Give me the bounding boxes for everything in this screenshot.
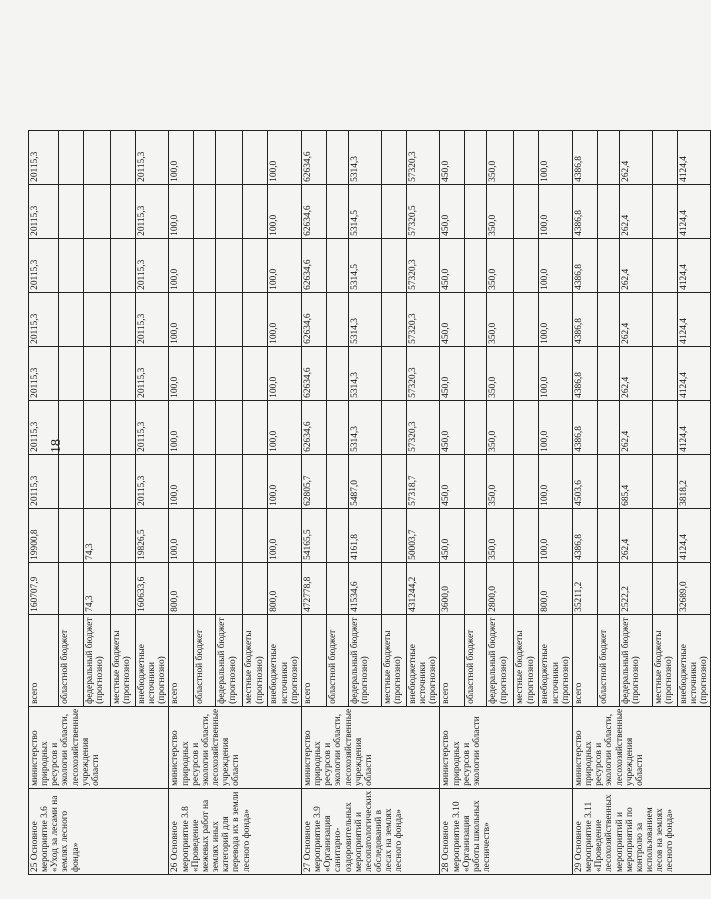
funding-year-value: 20115,3 [29,400,59,454]
funding-year-value [216,454,243,508]
funding-year-value: 262,4 [619,346,652,400]
funding-year-value: 350,0 [487,400,514,454]
funding-year-value [59,454,84,508]
funding-year-value: 100,0 [539,184,572,238]
table-row [440,130,465,874]
funding-year-value [652,184,677,238]
measure-name: Основное мероприятие 3.9 «Организация санитарно-оздоровительных мероприятий и лесопатологических обследований в лесах на землях лесного фонда» [302,790,405,872]
funding-year-value: 57318,7 [406,454,439,508]
funding-year-value: 100,0 [268,346,301,400]
funding-year-value: 262,4 [619,130,652,184]
measure-name: Основное мероприятие 3.6 «Уход за лесами на землях лесного фонда» [30,795,81,872]
funding-year-value [597,184,619,238]
funding-source-label: всего [440,614,465,706]
funding-year-value [597,400,619,454]
funding-year-value: 62634,6 [301,400,326,454]
row-number: 26 [170,862,181,872]
funding-year-value [326,238,348,292]
funding-source-label: областной бюджет [59,614,84,706]
funding-year-value: 4386,8 [572,400,597,454]
funding-year-value [243,346,268,400]
funding-year-value: 3818,2 [677,454,710,508]
funding-year-value [216,346,243,400]
funding-year-value: 100,0 [268,292,301,346]
funding-year-value [59,292,84,346]
funding-source-label: внебюджетные источники (прогнозно) [677,614,710,706]
measure-name-cell [29,788,169,874]
funding-total: 431244,2 [406,562,439,614]
funding-year-value [652,238,677,292]
funding-year-value [597,346,619,400]
funding-total: 41534,6 [348,562,381,614]
funding-year-value: 100,0 [169,454,194,508]
funding-year-value: 450,0 [440,346,465,400]
funding-year-value [597,292,619,346]
funding-year-value [381,184,406,238]
funding-year-value [326,454,348,508]
funding-total [194,562,216,614]
funding-year-value: 100,0 [268,508,301,562]
funding-year-value [59,346,84,400]
measure-name-cell [440,788,572,874]
funding-total [243,562,268,614]
funding-table [28,130,711,875]
funding-year-value: 57320,3 [406,238,439,292]
funding-year-value [465,238,487,292]
funding-year-value: 100,0 [268,238,301,292]
funding-year-value [514,508,539,562]
funding-year-value [597,238,619,292]
funding-source-label: всего [29,614,59,706]
funding-year-value: 5314,3 [348,130,381,184]
funding-year-value: 4124,4 [677,292,710,346]
funding-year-value: 4386,8 [572,130,597,184]
funding-year-value: 4124,4 [677,400,710,454]
funding-total: 800,0 [169,562,194,614]
funding-total [59,562,84,614]
funding-year-value: 262,4 [619,400,652,454]
funding-year-value [84,292,111,346]
funding-year-value [84,400,111,454]
funding-year-value [84,346,111,400]
funding-total: 800,0 [268,562,301,614]
executor-cell: министерство природных ресурсов и экологии области, лесохозяйственные учреждения области [29,706,169,788]
funding-year-value: 5314,3 [348,346,381,400]
row-number: 25 [30,862,40,872]
funding-year-value [243,454,268,508]
funding-source-label: местные бюджеты (прогнозно) [243,614,268,706]
funding-year-value [84,184,111,238]
funding-year-value: 100,0 [539,238,572,292]
funding-year-value: 100,0 [169,508,194,562]
funding-year-value: 20115,3 [136,400,169,454]
funding-year-value: 19826,5 [136,508,169,562]
funding-total: 2800,0 [487,562,514,614]
funding-year-value [381,454,406,508]
funding-year-value [514,130,539,184]
funding-year-value [59,400,84,454]
funding-year-value: 20115,3 [29,130,59,184]
funding-year-value: 20115,3 [136,184,169,238]
funding-source-label: местные бюджеты (прогнозно) [381,614,406,706]
funding-year-value: 450,0 [440,292,465,346]
funding-year-value: 450,0 [440,454,465,508]
funding-year-value: 100,0 [268,454,301,508]
funding-year-value [59,238,84,292]
funding-year-value: 100,0 [539,346,572,400]
funding-year-value: 20115,3 [29,238,59,292]
funding-year-value [381,508,406,562]
funding-year-value [652,292,677,346]
funding-year-value: 57320,3 [406,346,439,400]
funding-source-label: федеральный бюджет (прогнозно) [348,614,381,706]
funding-year-value [326,184,348,238]
funding-year-value [59,130,84,184]
funding-total [514,562,539,614]
funding-year-value: 350,0 [487,346,514,400]
funding-source-label: внебюджетные источники (прогнозно) [268,614,301,706]
funding-year-value: 57320,3 [406,400,439,454]
funding-year-value: 100,0 [169,184,194,238]
measure-name: Основное мероприятие 3.8 «Проведение межевых работ на землях иных категорий для перевода их в земли лесного фонда» [170,791,252,872]
funding-year-value [597,508,619,562]
funding-year-value [194,130,216,184]
funding-year-value: 100,0 [169,130,194,184]
measure-name: Основное мероприятие 3.10 «Организация работы школьных лесничеств» [441,800,493,872]
funding-year-value [381,292,406,346]
funding-year-value: 4124,4 [677,130,710,184]
funding-year-value [381,238,406,292]
funding-year-value: 262,4 [619,508,652,562]
funding-year-value: 4124,4 [677,184,710,238]
funding-year-value [84,130,111,184]
funding-year-value: 4386,8 [572,238,597,292]
row-number: 29 [573,862,584,872]
funding-year-value [194,184,216,238]
funding-year-value [465,400,487,454]
funding-year-value [597,130,619,184]
funding-year-value [652,454,677,508]
funding-year-value: 5314,3 [348,400,381,454]
funding-year-value [111,292,136,346]
funding-source-label: всего [572,614,597,706]
funding-year-value [111,238,136,292]
funding-year-value: 57320,3 [406,292,439,346]
funding-year-value [514,346,539,400]
funding-year-value [194,508,216,562]
funding-year-value [243,184,268,238]
funding-year-value: 4386,8 [572,346,597,400]
funding-year-value: 4386,8 [572,292,597,346]
funding-year-value: 262,4 [619,184,652,238]
funding-total [216,562,243,614]
funding-year-value [597,454,619,508]
funding-year-value [652,400,677,454]
funding-year-value: 62805,7 [301,454,326,508]
measure-name-cell [169,788,301,874]
funding-year-value [465,184,487,238]
funding-source-label: всего [169,614,194,706]
funding-year-value [194,400,216,454]
funding-year-value [59,184,84,238]
funding-year-value [465,346,487,400]
funding-total: 160633,6 [136,562,169,614]
executor-cell: министерство природных ресурсов и экологии области, лесохозяйственные учреждения области [572,706,710,788]
funding-year-value: 350,0 [487,184,514,238]
funding-source-label: внебюджетные источники (прогнозно) [406,614,439,706]
table-row [572,130,597,874]
funding-year-value: 74,3 [84,508,111,562]
funding-year-value [243,400,268,454]
funding-year-value [652,130,677,184]
funding-year-value: 450,0 [440,238,465,292]
funding-year-value: 20115,3 [136,292,169,346]
funding-year-value: 262,4 [619,292,652,346]
funding-year-value: 5487,0 [348,454,381,508]
table-row [169,130,194,874]
funding-total [381,562,406,614]
funding-source-label: федеральный бюджет (прогнозно) [216,614,243,706]
funding-year-value: 100,0 [268,400,301,454]
funding-year-value: 20115,3 [136,346,169,400]
funding-year-value [326,346,348,400]
funding-year-value: 20115,3 [29,454,59,508]
funding-total [111,562,136,614]
funding-year-value: 54165,5 [301,508,326,562]
row-number: 27 [302,862,313,872]
funding-year-value: 100,0 [169,346,194,400]
executor-cell: министерство природных ресурсов и экологии области [440,706,572,788]
funding-year-value [194,292,216,346]
funding-year-value [514,184,539,238]
funding-year-value [514,238,539,292]
funding-year-value [381,346,406,400]
funding-year-value [216,508,243,562]
funding-year-value: 20115,3 [136,238,169,292]
funding-year-value: 20115,3 [136,454,169,508]
funding-year-value [514,400,539,454]
funding-year-value [514,292,539,346]
funding-year-value: 62634,6 [301,184,326,238]
funding-year-value: 62634,6 [301,130,326,184]
funding-year-value: 350,0 [487,292,514,346]
funding-total: 2522,2 [619,562,652,614]
funding-year-value [111,508,136,562]
funding-year-value [381,130,406,184]
funding-year-value [465,454,487,508]
funding-year-value [194,238,216,292]
funding-total: 472778,8 [301,562,326,614]
funding-year-value: 450,0 [440,130,465,184]
funding-year-value [216,292,243,346]
funding-year-value [243,238,268,292]
funding-year-value [465,292,487,346]
funding-source-label: местные бюджеты (прогнозно) [111,614,136,706]
funding-total: 35211,2 [572,562,597,614]
funding-year-value [465,130,487,184]
funding-year-value [111,346,136,400]
funding-year-value [111,454,136,508]
executor-cell: министерство природных ресурсов и экологии области, лесохозяйственные учреждения области [169,706,301,788]
funding-year-value [243,508,268,562]
funding-year-value [326,508,348,562]
funding-year-value: 100,0 [169,238,194,292]
funding-year-value: 100,0 [169,292,194,346]
funding-total: 32689,0 [677,562,710,614]
funding-year-value [216,130,243,184]
funding-year-value [326,400,348,454]
page-number: 18 [49,439,64,453]
funding-year-value [326,292,348,346]
funding-year-value: 4124,4 [677,238,710,292]
funding-year-value: 100,0 [169,400,194,454]
funding-source-label: местные бюджеты (прогнозно) [652,614,677,706]
funding-year-value: 685,4 [619,454,652,508]
funding-source-label: федеральный бюджет (прогнозно) [84,614,111,706]
funding-source-label: областной бюджет [597,614,619,706]
funding-year-value [111,130,136,184]
funding-source-label: внебюджетные источники (прогнозно) [539,614,572,706]
funding-year-value: 57320,5 [406,184,439,238]
funding-year-value: 20115,3 [29,292,59,346]
funding-year-value [84,454,111,508]
funding-year-value [465,508,487,562]
funding-year-value: 20115,3 [29,184,59,238]
funding-year-value: 20115,3 [29,346,59,400]
funding-source-label: областной бюджет [326,614,348,706]
funding-year-value [194,454,216,508]
funding-year-value: 62634,6 [301,346,326,400]
funding-year-value [514,454,539,508]
funding-total [652,562,677,614]
funding-source-label: областной бюджет [465,614,487,706]
funding-year-value [216,400,243,454]
table-row [301,130,326,874]
funding-year-value [216,238,243,292]
funding-year-value: 5314,3 [348,292,381,346]
funding-source-label: федеральный бюджет (прогнозно) [487,614,514,706]
funding-source-label: местные бюджеты (прогнозно) [514,614,539,706]
funding-year-value [111,400,136,454]
funding-year-value [216,184,243,238]
funding-total: 800,0 [539,562,572,614]
funding-year-value: 100,0 [539,292,572,346]
funding-total [465,562,487,614]
funding-year-value: 20115,3 [136,130,169,184]
funding-total: 3600,0 [440,562,465,614]
funding-year-value: 450,0 [440,400,465,454]
funding-year-value [381,400,406,454]
executor-cell: министерство природных ресурсов и экологии области, лесохозяйственные учреждения области [301,706,439,788]
funding-year-value: 50003,7 [406,508,439,562]
funding-total: 160707,9 [29,562,59,614]
funding-year-value [243,292,268,346]
funding-total: 74,3 [84,562,111,614]
measure-name-cell [301,788,439,874]
funding-source-label: внебюджетные источники (прогнозно) [136,614,169,706]
funding-year-value: 350,0 [487,130,514,184]
funding-year-value: 100,0 [539,130,572,184]
measure-name-cell [572,788,710,874]
funding-year-value [84,238,111,292]
funding-year-value: 100,0 [539,454,572,508]
funding-total [326,562,348,614]
funding-source-label: областной бюджет [194,614,216,706]
funding-year-value [326,130,348,184]
funding-year-value: 62634,6 [301,292,326,346]
funding-year-value: 4386,8 [572,508,597,562]
funding-year-value: 262,4 [619,238,652,292]
funding-year-value: 350,0 [487,238,514,292]
funding-year-value [59,508,84,562]
funding-year-value: 19900,8 [29,508,59,562]
measure-name: Основное мероприятие 3.11 «Проведение лесохозяйственных мероприятий и мероприятий по контролю за использованием лесов на землях лесного фонда» [573,794,676,872]
funding-year-value: 450,0 [440,508,465,562]
funding-year-value: 57320,3 [406,130,439,184]
funding-year-value [243,130,268,184]
table-row [29,130,59,874]
funding-year-value: 5314,5 [348,238,381,292]
funding-year-value [652,346,677,400]
funding-year-value: 100,0 [539,400,572,454]
funding-year-value [111,184,136,238]
funding-source-label: всего [301,614,326,706]
funding-year-value: 350,0 [487,508,514,562]
funding-year-value [194,346,216,400]
funding-year-value [652,508,677,562]
funding-total [597,562,619,614]
funding-year-value: 62634,6 [301,238,326,292]
funding-year-value: 100,0 [539,508,572,562]
funding-year-value: 450,0 [440,184,465,238]
funding-year-value: 5314,5 [348,184,381,238]
funding-year-value: 4386,8 [572,184,597,238]
funding-year-value: 100,0 [268,184,301,238]
funding-year-value: 4161,8 [348,508,381,562]
funding-source-label: федеральный бюджет (прогнозно) [619,614,652,706]
funding-year-value: 4124,4 [677,508,710,562]
row-number: 28 [441,862,452,872]
funding-year-value: 4503,6 [572,454,597,508]
funding-year-value: 4124,4 [677,346,710,400]
funding-year-value: 350,0 [487,454,514,508]
funding-year-value: 100,0 [268,130,301,184]
rotated-page [28,75,710,875]
